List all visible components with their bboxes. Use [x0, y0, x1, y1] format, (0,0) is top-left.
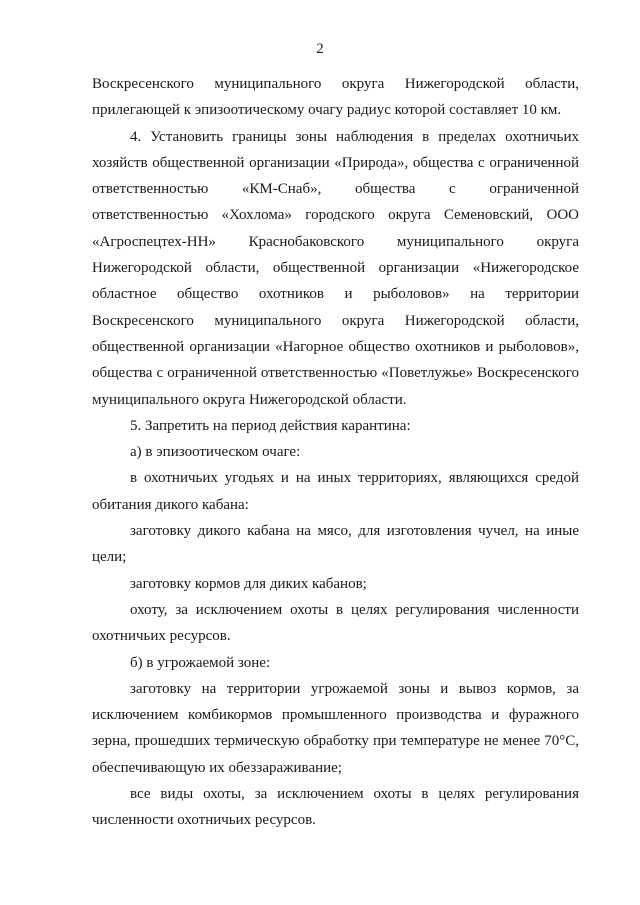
paragraph-7: заготовку кормов для диких кабанов; [130, 575, 367, 592]
paragraph-6: заготовку дикого кабана на мясо, для изготовления чучел, на иные цели; [92, 523, 579, 566]
paragraph-5: в охотничьих угодьях и на иных территориях, являющихся средой обитания дикого кабана: [92, 470, 579, 513]
paragraph-11: все виды охоты, за исключением охоты в целях регулирования численности охотничьих ресурсов. [92, 786, 579, 829]
document-body [92, 71, 579, 834]
paragraph-8: охоту, за исключением охоты в целях регулирования численности охотничьих ресурсов. [92, 601, 579, 645]
paragraph-10: заготовку на территории угрожаемой зоны и вывоз кормов, за исключением комбикормов промышленного производства и фуражного зерна, прошедших термическую обработку при температуре не менее 70°С, обеспечивающую их обеззараживание; [92, 680, 579, 776]
paragraph-2: 4. Установить границы зоны наблюдения в пределах охотничьих хозяйств общественной организации «Природа», общества с ограниченной ответственностью «КМ-Снаб», общества с ограниченной ответственностью «Хохлома» городского округа Семеновский, ООО «Агроспецтех-НН» Краснобаковского муниципального округа Нижегородской области, общественной организации «Нижегородское областное общество охотников и рыболовов» на территории Воскресенского муниципального округа Нижегородской области, общественной организации «Нагорное общество охотников и рыболовов», общества с ограниченной ответственностью «Поветлужье» Воскресенского муниципального округа Нижегородской области. [92, 128, 579, 408]
paragraph-9: б) в угрожаемой зоне: [130, 654, 271, 671]
page-number: 2 [316, 41, 324, 57]
paragraph-1: Воскресенского муниципального округа Нижегородской области, прилегающей к эпизоотическому очагу радиус которой составляет 10 км. [92, 76, 579, 119]
paragraph-3: 5. Запретить на период действия карантина: [130, 417, 411, 434]
paragraph-4: а) в эпизоотическом очаге: [130, 444, 301, 461]
